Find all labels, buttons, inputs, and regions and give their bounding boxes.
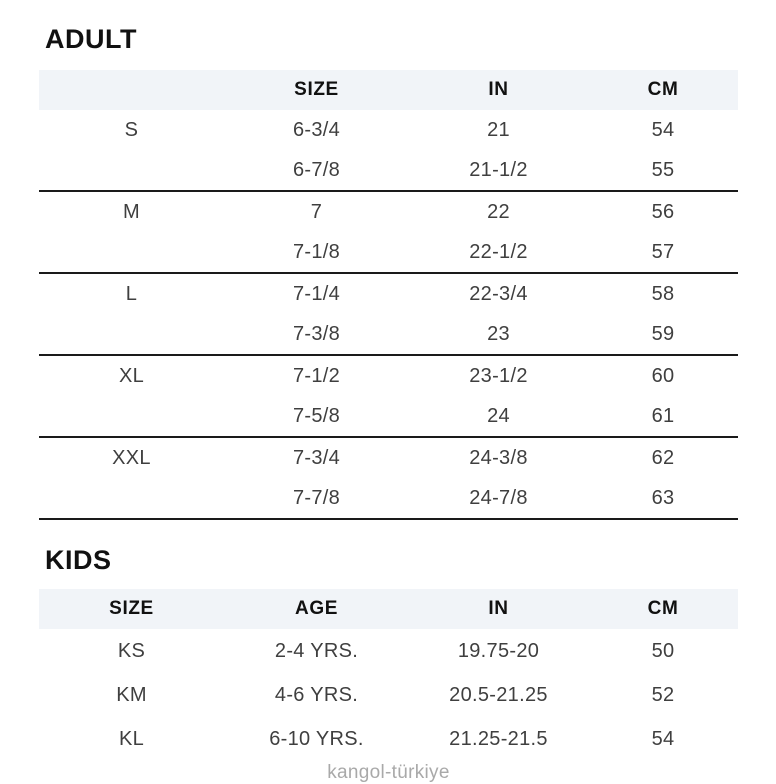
- kids-section-heading: KIDS: [45, 545, 112, 575]
- empty-cell: [39, 314, 224, 355]
- cell-cm: 50: [651, 639, 675, 662]
- adult-header-blank: [39, 70, 224, 110]
- cell-in: 23-1/2: [469, 364, 528, 387]
- cell-size: 7-1/8: [224, 232, 409, 273]
- cell-size: 7-7/8: [224, 478, 409, 519]
- size-label-ks: KS: [117, 639, 146, 662]
- cell-cm: 54: [651, 118, 675, 141]
- cell-cm: 59: [588, 314, 738, 355]
- adult-header-size: SIZE: [224, 70, 409, 110]
- cell-size: 6-7/8: [224, 150, 409, 191]
- table-row: [39, 673, 738, 717]
- cell-cm: 63: [588, 478, 738, 519]
- size-label-xl: XL: [118, 364, 145, 387]
- kids-header-in: IN: [409, 589, 588, 629]
- adult-header-row: [39, 70, 738, 110]
- adult-size-table: [39, 70, 738, 520]
- size-label-l: L: [125, 282, 138, 305]
- cell-cm: 57: [588, 232, 738, 273]
- cell-size: 7: [310, 200, 323, 223]
- size-label-m: M: [123, 200, 140, 223]
- cell-age: 6-10 YRS.: [269, 727, 364, 750]
- size-label-kl: KL: [118, 727, 145, 750]
- cell-size: 7-5/8: [224, 396, 409, 437]
- table-row: [39, 150, 738, 191]
- table-row: [39, 273, 738, 314]
- table-row: [39, 478, 738, 519]
- cell-cm: 55: [588, 150, 738, 191]
- table-row: [39, 232, 738, 273]
- cell-in: 21.25-21.5: [449, 727, 548, 750]
- adult-header-cm: CM: [588, 70, 738, 110]
- adult-header-in: IN: [409, 70, 588, 110]
- empty-cell: [39, 150, 224, 191]
- cell-in: 22-3/4: [469, 282, 528, 305]
- cell-size: 7-1/4: [292, 282, 341, 305]
- cell-cm: 56: [651, 200, 675, 223]
- cell-age: 2-4 YRS.: [274, 639, 359, 662]
- table-row: [39, 629, 738, 673]
- cell-in: 24-7/8: [409, 478, 588, 519]
- cell-cm: 62: [651, 446, 675, 469]
- size-label-xxl: XXL: [112, 446, 151, 469]
- kids-header-size: SIZE: [39, 589, 224, 629]
- cell-size: 7-3/4: [292, 446, 341, 469]
- cell-in: 21: [487, 118, 510, 141]
- empty-cell: [39, 478, 224, 519]
- cell-cm: 60: [651, 364, 675, 387]
- kids-size-table: [39, 589, 738, 761]
- cell-cm: 54: [651, 727, 675, 750]
- kids-header-age: AGE: [224, 589, 409, 629]
- cell-in: 22: [487, 200, 510, 223]
- kids-header-cm: CM: [588, 589, 738, 629]
- cell-in: 19.75-20: [457, 639, 540, 662]
- cell-in: 24-3/8: [469, 446, 528, 469]
- cell-age: 4-6 YRS.: [274, 683, 359, 706]
- cell-cm: 58: [651, 282, 675, 305]
- cell-in: 22-1/2: [409, 232, 588, 273]
- size-label-s: S: [124, 118, 139, 141]
- table-row: [39, 191, 738, 232]
- table-row: [39, 717, 738, 761]
- table-row: [39, 355, 738, 396]
- cell-in: 21-1/2: [409, 150, 588, 191]
- cell-in: 23: [409, 314, 588, 355]
- kids-header-row: [39, 589, 738, 629]
- empty-cell: [39, 396, 224, 437]
- table-row: [39, 437, 738, 478]
- cell-size: 7-1/2: [292, 364, 341, 387]
- adult-section-heading: ADULT: [45, 24, 137, 54]
- empty-cell: [39, 232, 224, 273]
- footer-brand-text: kangol-türkiye: [327, 762, 450, 783]
- table-row: [39, 314, 738, 355]
- size-label-km: KM: [116, 683, 147, 706]
- cell-in: 20.5-21.25: [449, 683, 548, 706]
- cell-cm: 52: [651, 683, 675, 706]
- table-row: [39, 396, 738, 437]
- cell-size: 6-3/4: [292, 118, 341, 141]
- cell-size: 7-3/8: [224, 314, 409, 355]
- cell-cm: 61: [588, 396, 738, 437]
- cell-in: 24: [409, 396, 588, 437]
- table-row: [39, 110, 738, 150]
